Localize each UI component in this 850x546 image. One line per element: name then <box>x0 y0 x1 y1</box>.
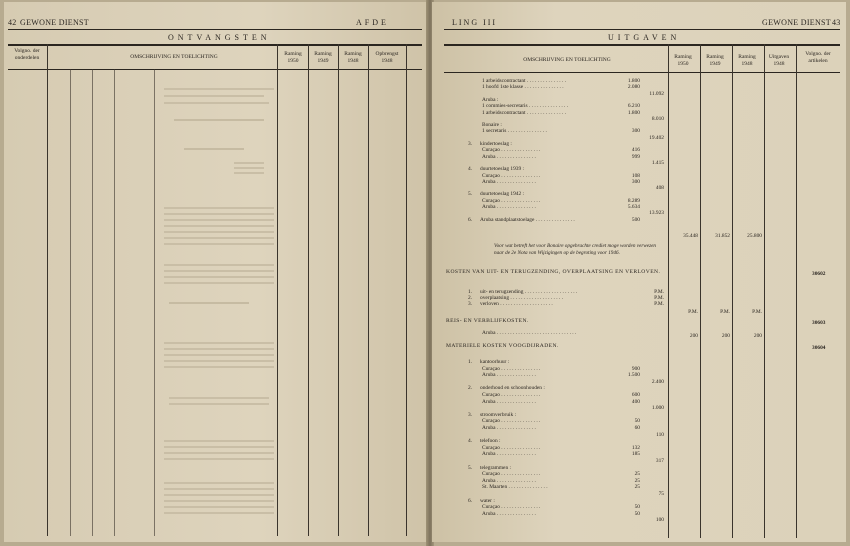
right-page <box>432 2 846 542</box>
item-amount: 1.800 <box>627 109 640 116</box>
page-title-right: UITGAVEN <box>608 33 681 42</box>
item-amount: 60 <box>634 425 640 431</box>
total-r1950: 35.448 <box>683 233 698 239</box>
item-label: Aruba . . . . . . . . . . . . . . . <box>482 178 536 185</box>
item-number: 5. <box>468 464 473 471</box>
item-subtotal: 13.923 <box>649 210 664 217</box>
item-label: Aruba . . . . . . . . . . . . . . . <box>482 425 536 431</box>
item-label: 1 hoofd 1ste klasse . . . . . . . . . . . . . . . <box>482 84 564 91</box>
item-label: Curaçao . . . . . . . . . . . . . . . <box>482 392 541 398</box>
item-subtotal: 2.400 <box>651 378 664 385</box>
total-r1948: 25.800 <box>747 233 762 239</box>
item-label: Aruba . . . . . . . . . . . . . . . <box>482 510 536 517</box>
item-label: duurtetoeslag 1939 : <box>480 166 525 173</box>
item-subtotal: 75 <box>658 491 664 497</box>
item-label: kindertoeslag : <box>480 141 512 147</box>
item-label: Curaçao . . . . . . . . . . . . . . . <box>482 172 541 179</box>
col-volgno-artikelen: Volgno. der artikelen <box>805 51 831 64</box>
item-label: St. Maarten . . . . . . . . . . . . . . . <box>482 484 548 491</box>
bonaire-note: Voor wat betreft het voor Bonaire opgebrachte crediet moge worden verwezen naar de 2e Nota van Wijzigingen op de begroting voor 1946. <box>494 243 657 256</box>
item-amount: 400 <box>631 398 640 405</box>
item-label: Curaçao . . . . . . . . . . . . . . . <box>482 504 541 511</box>
item-amount: P.M. <box>654 295 664 301</box>
page-number-left: 42 <box>8 18 17 27</box>
item-number: 2. <box>468 385 473 392</box>
item-amount: 5.634 <box>627 204 640 210</box>
article-number: 30604 <box>812 345 826 351</box>
item-label: duurtetoeslag 1942 : <box>480 191 525 198</box>
item-label: kantoorhuur : <box>480 359 510 365</box>
item-number: 5. <box>468 191 473 198</box>
item-label: Aruba . . . . . . . . . . . . . . . <box>482 398 536 405</box>
item-amount: 8.289 <box>627 197 640 204</box>
col-raming-1948: Raming 1948 <box>344 51 362 64</box>
item-amount: 132 <box>631 444 640 451</box>
item-label: Curaçao . . . . . . . . . . . . . . . <box>482 471 541 478</box>
item-amount: 600 <box>631 392 640 398</box>
item-amount: 500 <box>631 216 640 223</box>
header-label-right: GEWONE DIENST <box>762 18 831 27</box>
col-raming-1949: Raming 1949 <box>314 51 332 64</box>
item-number: 2. <box>468 295 473 301</box>
item-amount: 50 <box>634 510 640 517</box>
item-amount: 50 <box>634 504 640 511</box>
item-label: verloven . . . . . . . . . . . . . . . . . . . . <box>480 301 553 307</box>
item-amount: 300 <box>631 128 640 135</box>
item-label: Curaçao . . . . . . . . . . . . . . . <box>482 365 541 372</box>
section-total-r1948: P.M. <box>752 309 762 315</box>
item-number: 3. <box>468 411 473 418</box>
item-subtotal: 110 <box>656 431 664 438</box>
total-r1949: 31.852 <box>715 233 730 239</box>
item-amount: 1.800 <box>627 78 640 84</box>
item-number: 1. <box>468 359 473 365</box>
item-label: Aruba . . . . . . . . . . . . . . . <box>482 204 536 210</box>
item-subtotal: 408 <box>655 185 664 192</box>
item-amount: 1.500 <box>627 372 640 379</box>
item-amount: 416 <box>631 147 640 154</box>
item-number: 1. <box>468 289 473 295</box>
col-omschrijving-right: OMSCHRIJVING EN TOELICHTING <box>523 57 611 63</box>
item-label: Curaçao . . . . . . . . . . . . . . . <box>482 418 541 425</box>
item-label: Curaçao . . . . . . . . . . . . . . . <box>482 444 541 451</box>
left-page <box>4 2 428 542</box>
item-amount: P.M. <box>654 289 664 295</box>
article-number: 30603 <box>812 320 826 326</box>
item-label: Bonaire : <box>482 122 502 129</box>
item-amount: P.M. <box>654 301 664 307</box>
item-label: 1 secretaris . . . . . . . . . . . . . . . <box>482 128 547 135</box>
col-raming-1948-right: Raming 1948 <box>738 54 756 67</box>
section-total-r1948: 200 <box>753 333 762 339</box>
item-amount: 25 <box>634 484 640 491</box>
col-opbrengst-1948: Opbrengst 1948 <box>375 51 399 64</box>
header-label-left: GEWONE DIENST <box>20 18 89 27</box>
col-raming-1949-right: Raming 1949 <box>706 54 724 67</box>
item-label: uit- en terugzending . . . . . . . . . . . . . . . . . . . . <box>480 289 578 295</box>
section-title: KOSTEN VAN UIT- EN TERUGZENDING, OVERPLAATSING EN VERLOVEN. <box>446 269 661 275</box>
item-amount: 300 <box>631 178 640 185</box>
item-subtotal: 1.000 <box>651 405 664 412</box>
item-label: 1 commies-secretaris . . . . . . . . . . . . . . . <box>482 103 569 110</box>
col-uitgaven-1948: Uitgaven 1948 <box>768 54 790 67</box>
item-amount: 999 <box>631 153 640 160</box>
section-total-r1950: 200 <box>689 333 698 339</box>
item-label: Aruba . . . . . . . . . . . . . . . <box>482 153 536 160</box>
item-amount: 25 <box>634 471 640 478</box>
item-label: onderhoud en schoonhouden : <box>480 385 545 392</box>
item-subtotal: 1.415 <box>651 159 664 166</box>
col-volgno: Volgno. der onderdelen <box>14 48 40 61</box>
item-amount: 900 <box>631 365 640 372</box>
section-total-r1949: 200 <box>721 333 730 339</box>
item-label: Aruba . . . . . . . . . . . . . . . <box>482 451 536 458</box>
item-label: Aruba . . . . . . . . . . . . . . . <box>482 477 536 484</box>
item-label: Aruba standplaatstoelage . . . . . . . . . . . . . . . <box>480 216 575 223</box>
item-label: overplaatsing . . . . . . . . . . . . . . . . . . . . <box>480 295 563 301</box>
page-title-left: ONTVANGSTEN <box>168 33 271 42</box>
item-amount: 2.080 <box>627 84 640 91</box>
item-amount: 6.210 <box>627 103 640 110</box>
article-number: 30602 <box>812 271 826 277</box>
item-label: Aruba : <box>482 96 499 103</box>
item-label: Curaçao . . . . . . . . . . . . . . . <box>482 197 541 204</box>
section-title: REIS- EN VERBLIJFKOSTEN. <box>446 318 529 324</box>
item-subtotal: 100 <box>655 517 664 524</box>
item-amount: 25 <box>634 477 640 484</box>
col-raming-1950: Raming 1950 <box>284 51 302 64</box>
section-total-r1949: P.M. <box>720 309 730 315</box>
item-label: Aruba . . . . . . . . . . . . . . . . . . . . . . . . . . . . . . <box>482 330 577 336</box>
item-number: 3. <box>468 141 473 147</box>
item-number: 4. <box>468 438 473 445</box>
section-title: MATERIELE KOSTEN VOOGDIJRADEN. <box>446 343 559 349</box>
item-number: 6. <box>468 216 473 223</box>
item-label: water : <box>480 497 495 504</box>
item-label: Aruba . . . . . . . . . . . . . . . <box>482 372 536 379</box>
item-label: stroomverbruik : <box>480 411 517 418</box>
header-left-right: LING III <box>452 18 498 27</box>
item-subtotal: 11.092 <box>649 90 664 97</box>
item-amount: 108 <box>631 172 640 179</box>
item-label: 1 arbeidscontractant . . . . . . . . . . . . . . . <box>482 109 566 116</box>
table-top-rule <box>8 44 422 46</box>
item-amount: 185 <box>631 451 640 458</box>
item-label: telegrammen : <box>480 464 511 471</box>
item-amount: 50 <box>634 418 640 425</box>
item-subtotal: 19.402 <box>649 134 664 141</box>
col-omschrijving: OMSCHRIJVING EN TOELICHTING <box>130 54 218 60</box>
item-subtotal: 8.010 <box>651 115 664 122</box>
section-total-r1950: P.M. <box>688 309 698 315</box>
item-number: 3. <box>468 301 473 307</box>
header-rule <box>8 29 422 30</box>
item-number: 4. <box>468 166 473 173</box>
col-raming-1950-right: Raming 1950 <box>674 54 692 67</box>
item-label: telefoon : <box>480 438 501 445</box>
page-number-right: 43 <box>832 18 841 27</box>
item-subtotal: 317 <box>655 458 664 464</box>
item-number: 6. <box>468 497 473 504</box>
header-right-left: AFDE <box>356 18 389 27</box>
item-label: Curaçao . . . . . . . . . . . . . . . <box>482 147 541 154</box>
item-label: 1 arbeidscontractant . . . . . . . . . . . . . . . <box>482 78 566 84</box>
